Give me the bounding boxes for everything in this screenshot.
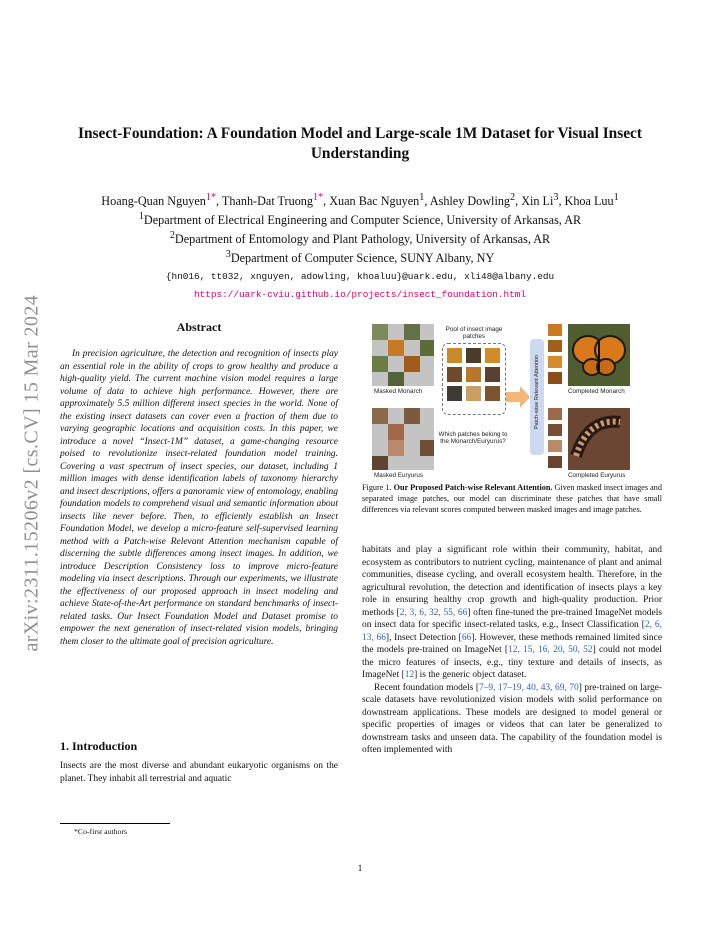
masked-euryurus-image — [372, 408, 434, 470]
pool-label: Pool of insect image patches — [445, 326, 503, 340]
intro-paragraph: Insects are the most diverse and abundant eukaryotic organisms on the planet. They inhabit all terrestrial and aquatic — [60, 761, 338, 784]
right-column-text — [362, 544, 662, 757]
citation-link[interactable]: 12 — [404, 670, 415, 680]
page-number: 1 — [357, 864, 363, 874]
section-heading-introduction: 1. Introduction — [60, 739, 138, 753]
citation-link[interactable]: 66 — [461, 632, 472, 643]
author-block — [40, 190, 680, 303]
author-name: Xin Li — [521, 194, 554, 209]
footnote: *Co-first authors — [74, 827, 128, 836]
author-sup: 3 — [553, 192, 559, 203]
figure-1-diagram — [372, 322, 658, 480]
completed-monarch-image — [568, 324, 630, 386]
completed-monarch-label: Completed Monarch — [568, 388, 625, 395]
caption-label: Figure 1. — [362, 483, 392, 492]
affiliation: $^1$Department of Electrical Engineering and Computer Science, University of Arkansas, AR — [138, 211, 582, 228]
monarch-butterfly-icon — [568, 324, 630, 386]
paper-title: Insect-Foundation: A Foundation Model and Large-scale 1M Dataset for Visual Insect Understanding — [77, 125, 643, 162]
citation-link[interactable]: 12, 15, 16, 20, 50, 52 — [508, 645, 593, 655]
masked-monarch-patches — [372, 324, 434, 386]
citation-link[interactable]: 2, 6, 13, 66 — [362, 620, 663, 643]
euryurus-patch-column — [548, 408, 564, 470]
patch-pool — [442, 343, 506, 415]
attention-label: Patch-wise Relevant Attention — [534, 354, 540, 430]
author-sup: 1* — [205, 192, 217, 203]
author-sup: 1 — [419, 192, 425, 203]
caption-text: Given masked insect images and separated image patches, our model can discriminate these patches that have small differences via relevant scores computed between masked images and image patches. — [362, 483, 662, 515]
author-sup: 1* — [313, 192, 324, 203]
figure-1-caption — [362, 482, 662, 516]
author-name: Xuan Bac Nguyen — [329, 194, 420, 209]
project-link[interactable]: https://uark-cviu.github.io/projects/insect_foundation.html — [194, 289, 526, 301]
arrow-icon — [506, 386, 532, 408]
masked-euryurus-label: Masked Euryurus — [374, 472, 423, 479]
citation-link[interactable]: 2, 3, 6, 32, 55, 66 — [399, 607, 468, 618]
question-label: Which patches belong to the Monarch/Euryurus? — [438, 431, 508, 445]
affiliation: $^3$Department of Computer Science, SUNY Albany, NY — [225, 249, 495, 266]
author-list: Hoang-Quan Nguyen$^{1*}$, Thanh-Dat Truong$^{1*}$, Xuan Bac Nguyen$^1$, Ashley Dowling$^2$, Xin Li$^3$, Khoa Luu$^1$ — [101, 192, 619, 209]
abstract-text: In precision agriculture, the detection and recognition of insects play an essential role in the ability of crops to grow healthy and produce a high-quality yield. The current machine vision model requires a large volume of data to achieve high performance. However, there are approximately 5.5 million different insect species in the world. None of the existing insect datasets can cover even a fraction of them due to varying geographic locations and acquisition costs. In this paper, we introduce a novel “Insect-1M” dataset, a game-changing resource poised to revolutionize insect-related foundation model training. Covering a vast spectrum of insect species, our dataset, including 1 million images with dense identification labels of taxonomy hierarchy and insect descriptions, offers a panoramic view of entomology, enabling foundation models to comprehend visual and semantic information about insects like never before. Then, to efficiently establish an Insect Foundation Model, we develop a micro-feature self-supervised learning method with a Patch-wise Relevant Attention mechanism capable of discerning the subtle differences among insect images. In addition, we introduce Description Consistency loss to improve micro-feature modeling via insect descriptions. Through our experiments, we illustrate the effectiveness of our proposed approach in insect modeling and achieve State-of-the-Art performance on standard benchmarks of insect-related tasks. Our Insect Foundation Model and Dataset promise to empower the next generation of insect-related vision models, bringing them closer to the ultimate goal of precision agriculture. — [60, 349, 338, 647]
citation-link[interactable]: 7–9, 17–19, 40, 43, 69, 70 — [478, 682, 579, 693]
author-name: Thanh-Dat Truong — [221, 194, 313, 209]
paragraph: habitats and play a significant role within their community, habitat, and ecosystem as contributors to nutrient cycling, maintenance of plant and animal communities, disease cycling, and overall ecosystem health. Therefore, in the agricultural revolution, the detection and identification of insects plays a key role in ensuring healthy crop growth and high-quality production. Prior methods [2, 3, 6, 32, 55, 66] often fine-tuned the pre-trained ImageNet models on insect data for specific insect-related tasks, e.g., Insect Classification [2, 6, 13, 66], Insect Detection [66]. However, these methods remained limited since the models pre-trained on ImageNet [12, 15, 16, 20, 50, 52] could not model the micro features of insects, e.g., tiny texture and details of insects, as ImageNet [12] is the generic object dataset. — [362, 545, 663, 680]
author-name: Khoa Luu — [564, 194, 614, 209]
author-name: Ashley Dowling — [429, 194, 511, 209]
masked-euryurus-patches — [372, 408, 434, 470]
millipede-icon — [568, 408, 630, 470]
affiliation: $^2$Department of Entomology and Plant Pathology, University of Arkansas, AR — [169, 230, 551, 247]
author-sup: 1 — [613, 192, 619, 203]
author-sup: 2 — [510, 192, 516, 203]
paragraph: Recent foundation models [7–9, 17–19, 40, 43, 69, 70] pre-trained on large-scale datasets have revolutionized vision models with solid performance on downstream applications. These models are designed to model general or specific properties of images or videos that can later be generalized to downstream tasks and unseen data. The capability of the foundation model is often implemented with — [362, 682, 662, 755]
attention-block — [530, 339, 544, 455]
pool-patches — [443, 344, 505, 414]
arxiv-sidebar-stamp: arXiv:2311.15206v2 [cs.CV] 15 Mar 2024 — [20, 294, 43, 652]
author-name: Hoang-Quan Nguyen — [101, 194, 206, 209]
monarch-patch-column — [548, 324, 564, 386]
masked-monarch-label: Masked Monarch — [374, 388, 423, 395]
completed-euryurus-label: Completed Euryurus — [568, 472, 626, 479]
email-list: {hn016, tt032, xnguyen, adowling, khoaluu}@uark.edu, xli48@albany.edu — [165, 271, 555, 283]
caption-title: Our Proposed Patch-wise Relevant Attention. — [393, 483, 553, 492]
completed-euryurus-image — [568, 408, 630, 470]
footnote-rule — [60, 823, 170, 824]
masked-monarch-image — [372, 324, 434, 386]
abstract-heading: Abstract — [176, 320, 222, 334]
